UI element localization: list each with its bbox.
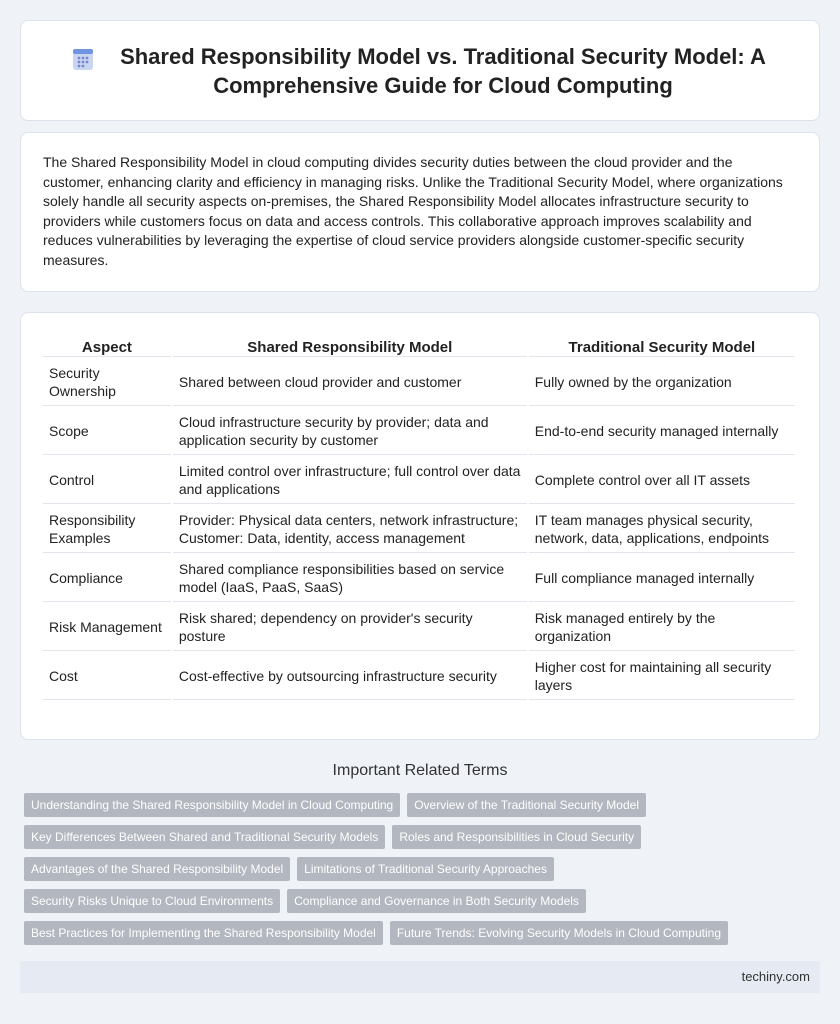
- tag-row: [24, 921, 820, 945]
- cell-traditional: IT team manages physical security, network, data, applications, endpoints: [529, 506, 795, 553]
- tag-row: [24, 889, 820, 913]
- table-header-row: [43, 335, 795, 357]
- cell-aspect: Risk Management: [43, 604, 171, 651]
- table-row: [43, 359, 795, 406]
- cell-aspect: Cost: [43, 653, 171, 700]
- cell-aspect: Scope: [43, 408, 171, 455]
- header-shared-model: Shared Responsibility Model: [173, 335, 527, 357]
- cell-shared: Cloud infrastructure security by provider; data and application security by customer: [173, 408, 527, 455]
- comparison-table-card: [20, 312, 820, 740]
- cell-aspect: Responsibility Examples: [43, 506, 171, 553]
- table-row: [43, 653, 795, 700]
- cell-shared: Cost-effective by outsourcing infrastructure security: [173, 653, 527, 700]
- table-row: [43, 555, 795, 602]
- related-term-tag[interactable]: Advantages of the Shared Responsibility Model: [24, 857, 290, 881]
- cell-shared: Risk shared; dependency on provider's security posture: [173, 604, 527, 651]
- cell-shared: Shared between cloud provider and customer: [173, 359, 527, 406]
- header-aspect: Aspect: [43, 335, 171, 357]
- related-term-tag[interactable]: Limitations of Traditional Security Approaches: [297, 857, 554, 881]
- table-row: [43, 408, 795, 455]
- footer: [20, 961, 820, 993]
- related-term-tag[interactable]: Roles and Responsibilities in Cloud Security: [392, 825, 641, 849]
- cell-aspect: Control: [43, 457, 171, 504]
- related-term-tag[interactable]: Best Practices for Implementing the Shared Responsibility Model: [24, 921, 383, 945]
- cell-shared: Shared compliance responsibilities based on service model (IaaS, PaaS, SaaS): [173, 555, 527, 602]
- cell-traditional: Fully owned by the organization: [529, 359, 795, 406]
- cell-aspect: Compliance: [43, 555, 171, 602]
- intro-paragraph: The Shared Responsibility Model in cloud computing divides security duties between the cloud provider and the customer, enhancing clarity and efficiency in managing risks. Unlike the Traditional Security Model, where organizations solely handle all security aspects on-premises, the Shared Responsibility Model allocates infrastructure security to providers while customers focus on data and access controls. This collaborative approach improves scalability and reduces vulnerabilities by leveraging the expertise of cloud service providers alongside customer-specific security measures.: [43, 154, 783, 268]
- footer-site-link[interactable]: techiny.com: [741, 969, 810, 984]
- related-term-tag[interactable]: Security Risks Unique to Cloud Environments: [24, 889, 280, 913]
- table-row: [43, 457, 795, 504]
- cell-traditional: End-to-end security managed internally: [529, 408, 795, 455]
- page-title: Shared Responsibility Model vs. Traditional Security Model: A Comprehensive Guide for Cloud Computing: [120, 43, 766, 98]
- cell-traditional: Full compliance managed internally: [529, 555, 795, 602]
- related-term-tag[interactable]: Understanding the Shared Responsibility Model in Cloud Computing: [24, 793, 400, 817]
- table-row: [43, 506, 795, 553]
- comparison-table: [41, 333, 797, 702]
- tag-row: [24, 825, 820, 849]
- related-term-tag[interactable]: Key Differences Between Shared and Traditional Security Models: [24, 825, 385, 849]
- cell-shared: Limited control over infrastructure; full control over data and applications: [173, 457, 527, 504]
- intro-card: [20, 132, 820, 292]
- related-terms-section: [20, 760, 820, 953]
- cell-shared: Provider: Physical data centers, network infrastructure; Customer: Data, identity, access management: [173, 506, 527, 553]
- tag-row: [24, 793, 820, 817]
- cell-traditional: Risk managed entirely by the organization: [529, 604, 795, 651]
- related-terms-title: Important Related Terms: [332, 762, 508, 779]
- tag-row: [24, 857, 820, 881]
- table-row: [43, 604, 795, 651]
- cell-aspect: Security Ownership: [43, 359, 171, 406]
- cell-traditional: Higher cost for maintaining all security layers: [529, 653, 795, 700]
- cell-traditional: Complete control over all IT assets: [529, 457, 795, 504]
- header-traditional-model: Traditional Security Model: [529, 335, 795, 357]
- title-card: [20, 20, 820, 121]
- related-term-tag[interactable]: Compliance and Governance in Both Security Models: [287, 889, 586, 913]
- document-icon: [70, 46, 96, 72]
- related-term-tag[interactable]: Future Trends: Evolving Security Models in Cloud Computing: [390, 921, 728, 945]
- related-term-tag[interactable]: Overview of the Traditional Security Model: [407, 793, 646, 817]
- related-terms-tags: [20, 793, 820, 945]
